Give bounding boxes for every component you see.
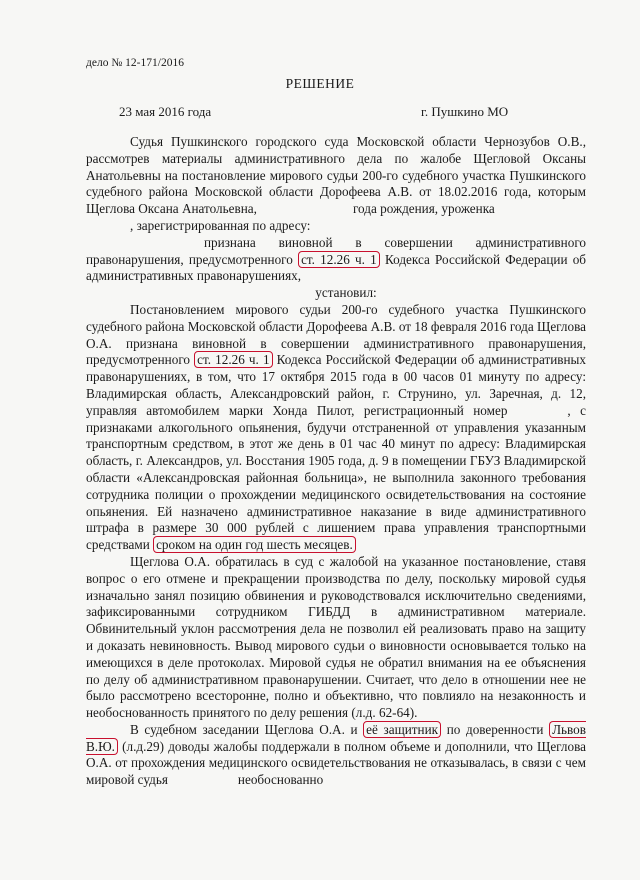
resolution-mid: Кодекса Российской Федерации об административных правонарушениях, в том, что 17 октября 2015 года в 00 часов 01 минуту по адресу: Владимирская область, Александровский район, г. Струнино, ул. Заречная, д. 12, управляя автомобилем марки Хонда Пилот, регистрационный номер xyxy=(86,352,587,418)
paragraph-resolution xyxy=(86,302,586,554)
case-number: дело № 12-171/2016 xyxy=(86,57,184,69)
complaint-text: Щеглова О.А. обратилась в суд с жалобой на указанное постановление, ставя вопрос о его отмене и прекращении производства по делу, поскольку мировой судья изначально занял позицию обвинения и руководствовался исключительно сведениями, зафиксированными сотрудником ГИБДД в административном материале. Обвинительный уклон рассмотрения дела не позволил ей реализовать право на защиту и доказать невиновность. Вывод мирового судьи о виновности основывается только на имеющихся в деле протоколах. Мировой судья не обратил внимания на ее объяснения по делу об административном правонарушении. Считает, что дело в отношении нее не было рассмотрено всесторонне, полно и объективно, что повлияло на незаконность и необоснованность принятого по делу решения (л.д. 62-64). xyxy=(86,553,586,721)
decision-date: 23 мая 2016 года xyxy=(119,104,212,119)
document-title: РЕШЕНИЕ xyxy=(285,76,355,91)
resolution-pre: Постановлением мирового судьи 200-го судебного участка Пушкинского судебного района Московской области Дорофеева А.В. от 18 февраля 2016 года Щеглова О.А. признана виновной в совершении административного правонарушения, предусмотренного xyxy=(86,301,586,368)
year-word: года xyxy=(352,201,377,217)
article-highlight-2: ст. 12.26 ч. 1 xyxy=(194,351,272,368)
guilty-pre: признана виновной в совершении административного правонарушения, предусмотренного xyxy=(86,234,586,267)
established-heading: установил: xyxy=(315,285,377,301)
paragraph-complaint xyxy=(86,554,586,722)
paragraph-intro xyxy=(86,134,586,218)
hearing-last: необоснованно xyxy=(237,772,324,788)
decision-city: г. Пушкино МО xyxy=(421,104,509,119)
defender-highlight: её защитник xyxy=(363,721,441,738)
paragraph-registered xyxy=(86,218,586,235)
guilty-post: Кодекса Российской Федерации об административных правонарушениях, xyxy=(86,251,587,284)
intro-text: Судья Пушкинского городского суда Московской области Чернозубов О.В., рассмотрев материалы административного дела по жалобе Щегловой Оксаны Анатольевны на постановление мирового судьи 200-го судебного участка Пушкинского судебного района Московской области Дорофеева А.В. от 18.02.2016 года, которым Щеглова Оксана Анатольевна, xyxy=(86,134,586,217)
birth-text: рождения, уроженка xyxy=(380,201,495,217)
registered-text: , зарегистрированная по адресу: xyxy=(130,217,311,233)
article-highlight-1: ст. 12.26 ч. 1 xyxy=(298,251,380,268)
hearing-pre: В судебном заседании Щеглова О.А. и xyxy=(130,721,358,737)
hearing-mid: по доверенности xyxy=(446,721,544,737)
paragraph-guilty xyxy=(86,235,586,285)
name-highlight: Львов В.Ю. xyxy=(86,721,586,754)
resolution-mid2: , с признаками алкогольного опьянения, будучи отстраненной от управления указанным транспортным средством, в этот же день в 01 час 40 минут по адресу: Владимирская область, г. Александров, ул. Восстания 1905 года, д. 9 в помещении ГБУЗ Владимирской области «Александровская районная больница», не выполнила законного требования сотрудника полиции о прохождении медицинского освидетельствования на состояние опьянения. Ей назначено административное наказание в виде административного штрафа в размере 30 000 рублей с лишением права управления транспортными средствами xyxy=(86,402,587,553)
hearing-post: (л.д.29) доводы жалобы поддержали в полном объеме и дополнили, что Щеглова О.А. от прохождения медицинского освидетельствования не отказывалась, в связи с чем мировой судья xyxy=(86,738,586,788)
term-highlight: сроком на один год шесть месяцев. xyxy=(153,536,356,553)
document-body xyxy=(86,134,586,789)
paragraph-hearing xyxy=(86,722,586,789)
